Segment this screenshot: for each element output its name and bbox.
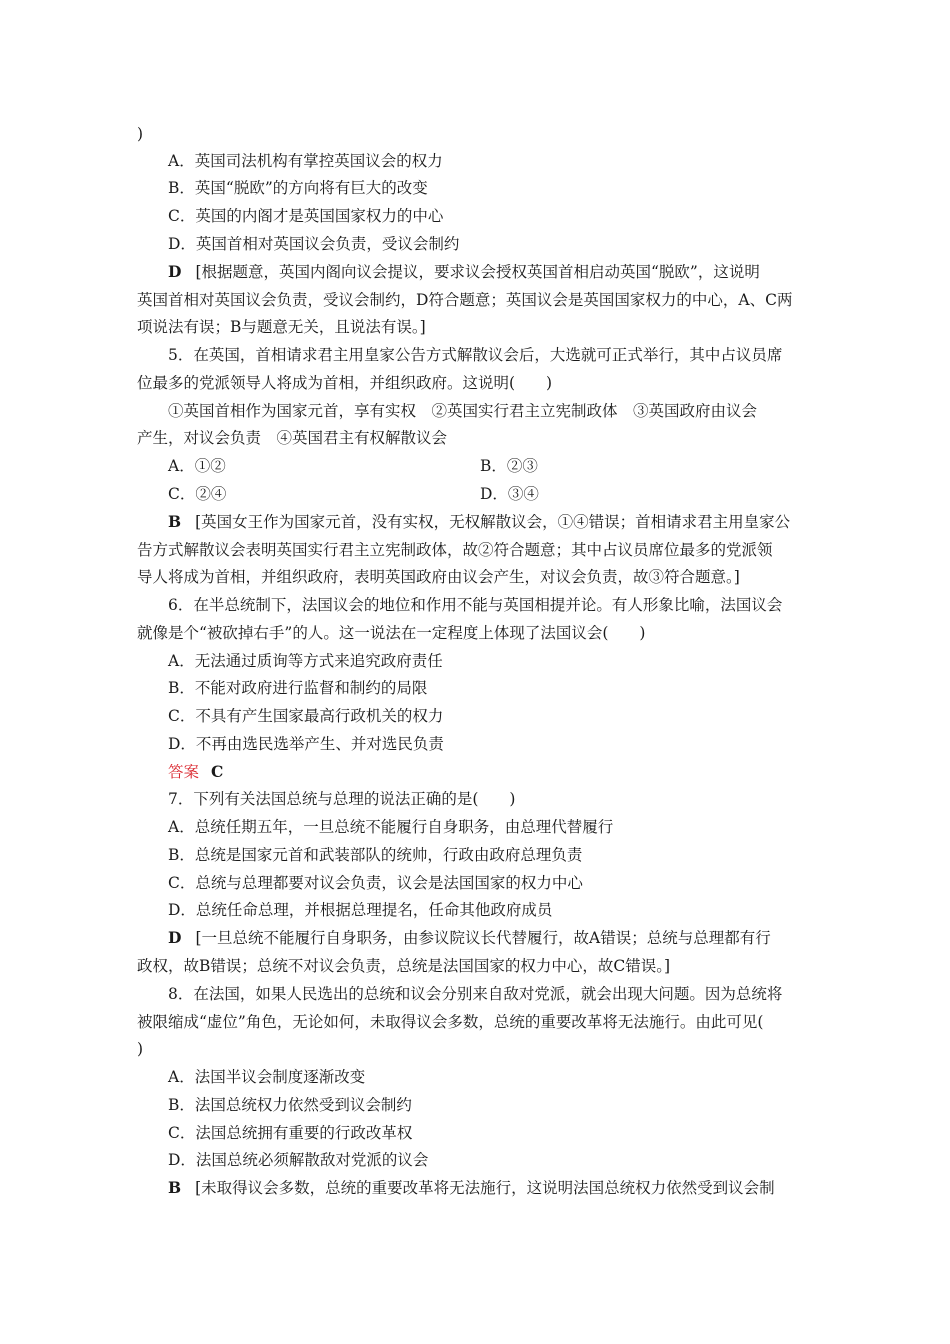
q7-option-b: B．总统是国家元首和武装部队的统帅，行政由政府总理负责 xyxy=(168,846,583,864)
q8-option-b: B．法国总统权力依然受到议会制约 xyxy=(168,1096,412,1114)
q6-option-b: B．不能对政府进行监督和制约的局限 xyxy=(168,679,428,697)
q6-option-a: A．无法通过质询等方式来追究政府责任 xyxy=(168,652,443,670)
q5-stem-line-1: 5．在英国，首相请求君主用皇家公告方式解散议会后，大选就可正式举行，其中占议员席 xyxy=(168,346,783,364)
q6-answer-label: 答案 xyxy=(168,763,200,781)
q7-stem: 7．下列有关法国总统与总理的说法正确的是( ) xyxy=(168,790,516,808)
q4-explanation-line-3: 项说法有误；B与题意无关，且说法有误。] xyxy=(137,318,426,336)
q4-option-c: C．英国的内阁才是英国国家权力的中心 xyxy=(168,207,444,225)
q7-explanation-line-2: 政权，故B错误；总统不对议会负责，总统是法国国家的权力中心，故C错误。] xyxy=(137,957,671,975)
q8-answer-key: B xyxy=(168,1178,182,1197)
q8-stem-line-1: 8．在法国，如果人民选出的总统和议会分别来自敌对党派，就会出现大问题。因为总统将 xyxy=(168,985,783,1003)
q8-option-a: A．法国半议会制度逐渐改变 xyxy=(168,1068,366,1086)
q6-stem-line-1: 6．在半总统制下，法国议会的地位和作用不能与英国相提并论。有人形象比喻，法国议会 xyxy=(168,596,783,614)
q4-explanation-line-1 xyxy=(168,262,760,282)
q6-stem-line-2: 就像是个“被砍掉右手”的人。这一说法在一定程度上体现了法国议会( ) xyxy=(137,624,646,642)
q4-stem-tail: ) xyxy=(137,125,144,143)
q5-statements-line-1: ①英国首相作为国家元首，享有实权 ②英国实行君主立宪制政体 ③英国政府由议会 xyxy=(168,402,758,420)
q4-explanation-line-2: 英国首相对英国议会负责，受议会制约，D符合题意；英国议会是英国国家权力的中心，A、C两 xyxy=(137,291,793,309)
q6-option-d: D．不再由选民选举产生、并对选民负责 xyxy=(168,735,444,753)
q5-explanation-text-1: [英国女王作为国家元首，没有实权，无权解散议会，①④错误；首相请求君主用皇家公 xyxy=(195,513,791,531)
q5-statements-line-2: 产生，对议会负责 ④英国君主有权解散议会 xyxy=(137,429,448,447)
q7-option-c: C．总统与总理都要对议会负责，议会是法国国家的权力中心 xyxy=(168,874,583,892)
q8-option-c: C．法国总统拥有重要的行政改革权 xyxy=(168,1124,413,1142)
q8-stem-line-3: ) xyxy=(137,1040,144,1058)
q7-option-d: D．总统任命总理，并根据总理提名，任命其他政府成员 xyxy=(168,901,553,919)
q6-answer-value: C xyxy=(211,762,224,781)
q6-option-c: C．不具有产生国家最高行政机关的权力 xyxy=(168,707,444,725)
q5-explanation-line-1 xyxy=(168,512,790,532)
q5-explanation-line-2: 告方式解散议会表明英国实行君主立宪制政体，故②符合题意；其中占议员席位最多的党派领 xyxy=(137,541,773,559)
q4-answer-key: D xyxy=(168,262,182,281)
q6-answer xyxy=(168,762,223,782)
q5-option-c: C．②④ xyxy=(168,485,227,503)
q5-explanation-line-3: 导人将成为首相，并组织政府，表明英国政府由议会产生，对议会负责，故③符合题意。] xyxy=(137,568,740,586)
q4-option-d: D．英国首相对英国议会负责，受议会制约 xyxy=(168,235,460,253)
q5-option-a: A．①② xyxy=(168,457,226,475)
q5-option-d: D．③④ xyxy=(480,485,539,503)
q8-explanation-text-1: [未取得议会多数，总统的重要改革将无法施行，这说明法国总统权力依然受到议会制 xyxy=(195,1179,775,1197)
q4-option-b: B．英国“脱欧”的方向将有巨大的改变 xyxy=(168,179,428,197)
q7-explanation-text-1: [一旦总统不能履行自身职务，由参议院议长代替履行，故A错误；总统与总理都有行 xyxy=(195,929,771,947)
q4-option-a: A．英国司法机构有掌控英国议会的权力 xyxy=(168,152,443,170)
q8-explanation-line-1 xyxy=(168,1178,775,1198)
q4-explanation-text-1: [根据题意，英国内阁向议会提议，要求议会授权英国首相启动英国“脱欧”，这说明 xyxy=(195,263,760,281)
q5-stem-line-2: 位最多的党派领导人将成为首相，并组织政府。这说明( ) xyxy=(137,374,553,392)
q5-option-b: B．②③ xyxy=(480,457,538,475)
q7-answer-key: D xyxy=(168,928,182,947)
q7-explanation-line-1 xyxy=(168,928,771,948)
q7-option-a: A．总统任期五年，一旦总统不能履行自身职务，由总理代替履行 xyxy=(168,818,614,836)
q8-option-d: D．法国总统必须解散敌对党派的议会 xyxy=(168,1151,429,1169)
q8-stem-line-2: 被限缩成“虚位”角色，无论如何，未取得议会多数，总统的重要改革将无法施行。由此可见( xyxy=(137,1013,764,1031)
q5-answer-key: B xyxy=(168,512,182,531)
